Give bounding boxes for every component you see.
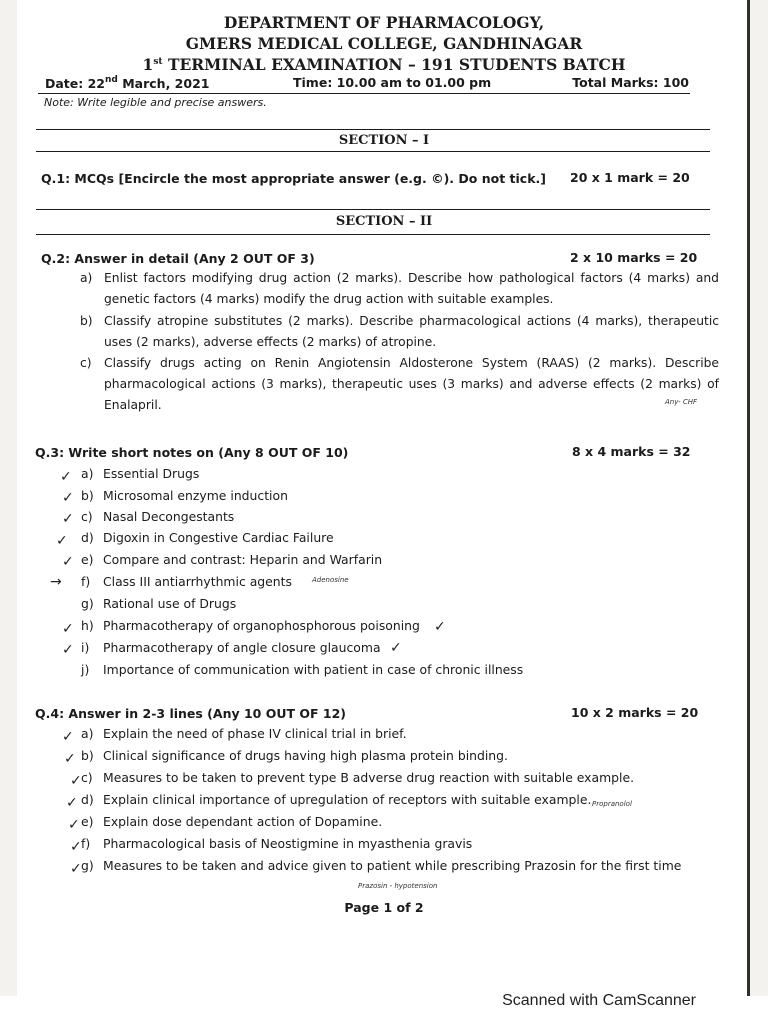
exam-time: Time: 10.00 am to 01.00 pm <box>293 75 492 90</box>
q3-item-label: a) <box>81 466 94 481</box>
section1-bottom-rule <box>36 151 710 152</box>
q1-heading: Q.1: MCQs [Encircle the most appropriate answer (e.g. ©). Do not tick.] <box>41 171 546 186</box>
q3-item-label: c) <box>81 509 93 524</box>
q2-item-text: Classify drugs acting on Renin Angiotensin Aldosterone System (RAAS) (2 marks). Describe pharmacological actions (3 marks), therapeutic uses (3 marks) and adverse effects (2 marks) of Enalapril. <box>104 356 719 412</box>
q3-item-text: Nasal Decongestants <box>103 509 235 524</box>
q4-item-label: a) <box>81 726 94 741</box>
exam-date-rest: March, 2021 <box>117 76 210 91</box>
q3-item-text: Essential Drugs <box>103 466 200 481</box>
q3-item-text: Compare and contrast: Heparin and Warfarin <box>103 552 383 567</box>
section2-bottom-rule <box>36 234 710 235</box>
q3-item-text: Class III antiarrhythmic agents <box>103 574 292 589</box>
q3-item <box>81 509 234 524</box>
checkmark-icon: ✓ <box>70 861 82 877</box>
arrow-right-icon: → <box>50 574 62 590</box>
checkmark-icon: ✓ <box>62 490 74 506</box>
checkmark-icon: ✓ <box>62 511 74 527</box>
section2-title: SECTION – II <box>335 214 433 229</box>
exam-meta-row <box>45 75 689 93</box>
q2-item <box>80 268 720 312</box>
q4-marks: 10 x 2 marks = 20 <box>571 705 699 720</box>
college-name: GMERS MEDICAL COLLEGE, GANDHINAGAR <box>185 34 583 53</box>
q4-item-label: d) <box>81 792 94 807</box>
q4-item <box>81 748 508 763</box>
q3-item-text: Importance of communication with patient in case of chronic illness <box>103 662 524 677</box>
q3-item-label: e) <box>81 552 94 567</box>
q3-heading: Q.3: Write short notes on (Any 8 OUT OF 10) <box>35 445 349 460</box>
q2-item-label: b) <box>80 314 93 328</box>
q3-marks: 8 x 4 marks = 32 <box>572 444 691 459</box>
q4-item-text: Pharmacological basis of Neostigmine in myasthenia gravis <box>103 836 473 851</box>
q4-item <box>81 792 591 807</box>
q1-marks: 20 x 1 mark = 20 <box>570 170 690 185</box>
checkmark-icon: ✓ <box>434 619 446 635</box>
q3-item-label: h) <box>81 618 94 633</box>
q3-item <box>81 552 382 567</box>
q4-item <box>81 770 634 785</box>
checkmark-icon: ✓ <box>62 554 74 570</box>
q4-item-label: e) <box>81 814 94 829</box>
total-marks: Total Marks: 100 <box>572 75 689 90</box>
q3-item <box>81 662 523 677</box>
checkmark-icon: ✓ <box>70 773 82 789</box>
section2-top-rule <box>36 209 710 210</box>
q3-item <box>81 488 288 503</box>
checkmark-icon: ✓ <box>56 533 68 549</box>
handwritten-note: Any- CHF <box>665 398 698 406</box>
section1-title: SECTION – I <box>338 133 430 148</box>
q2-marks: 2 x 10 marks = 20 <box>570 250 698 265</box>
department-title: DEPARTMENT OF PHARMACOLOGY, <box>223 13 545 32</box>
q4-item-text: Explain the need of phase IV clinical trial in brief. <box>103 726 407 741</box>
q4-heading: Q.4: Answer in 2-3 lines (Any 10 OUT OF 12) <box>35 706 346 721</box>
checkmark-icon: ✓ <box>390 640 402 656</box>
q2-item-label: c) <box>80 356 92 370</box>
header-rule <box>38 93 690 94</box>
checkmark-icon: ✓ <box>60 469 72 485</box>
exam-title <box>0 55 768 74</box>
checkmark-icon: ✓ <box>62 621 74 637</box>
q3-item-text: Pharmacotherapy of angle closure glaucoma <box>103 640 381 655</box>
section1-top-rule <box>36 129 710 130</box>
q2-item <box>80 353 720 419</box>
checkmark-icon: ✓ <box>64 751 76 767</box>
q2-item-text: Classify atropine substitutes (2 marks). Describe pharmacological actions (4 marks), therapeutic uses (2 marks), adverse effects (2 marks) of atropine. <box>104 314 719 349</box>
q3-item <box>81 530 334 545</box>
q2-item-label: a) <box>80 271 93 285</box>
checkmark-icon: ✓ <box>62 642 74 658</box>
checkmark-icon: ✓ <box>62 729 74 745</box>
checkmark-icon: ✓ <box>66 795 78 811</box>
q4-item <box>81 836 472 851</box>
q3-item-label: d) <box>81 530 94 545</box>
q4-item-label: c) <box>81 770 93 785</box>
q3-item-label: g) <box>81 596 94 611</box>
q4-item-text: Measures to be taken to prevent type B adverse drug reaction with suitable example. <box>103 770 635 785</box>
q3-item-text: Digoxin in Congestive Cardiac Failure <box>103 530 334 545</box>
q4-item <box>81 858 681 873</box>
q3-item-text: Pharmacotherapy of organophosphorous poisoning <box>103 618 420 633</box>
q4-item-label: f) <box>81 836 91 851</box>
q3-item-label: i) <box>81 640 90 655</box>
q2-item-text: Enlist factors modifying drug action (2 marks). Describe how pathological factors (4 marks) and genetic factors (4 marks) modify the drug action with suitable examples. <box>104 271 719 306</box>
q3-item-text: Microsomal enzyme induction <box>103 488 288 503</box>
q3-item-label: f) <box>81 574 91 589</box>
checkmark-icon: ✓ <box>70 839 82 855</box>
exam-date-prefix: Date: 22 <box>45 76 106 91</box>
q3-item <box>81 574 292 589</box>
handwritten-note: Propranolol <box>592 800 632 808</box>
page-number: Page 1 of 2 <box>344 900 424 915</box>
q3-item-text: Rational use of Drugs <box>103 596 237 611</box>
q2-item <box>80 311 720 355</box>
exam-title-suffix: st <box>153 57 163 67</box>
q4-item-text: Explain dose dependant action of Dopamine. <box>103 814 383 829</box>
exam-title-text: TERMINAL EXAMINATION – 191 STUDENTS BATCH <box>162 55 626 74</box>
q3-item <box>81 596 236 611</box>
q3-item-label: b) <box>81 488 94 503</box>
q3-item <box>81 640 381 655</box>
q4-item-text: Measures to be taken and advice given to patient while prescribing Prazosin for the first time <box>103 858 682 873</box>
q4-item-label: g) <box>81 858 94 873</box>
q4-item <box>81 726 407 741</box>
q2-heading: Q.2: Answer in detail (Any 2 OUT OF 3) <box>41 251 315 266</box>
q3-item <box>81 618 420 633</box>
handwritten-note: Adenosine <box>312 576 349 584</box>
exam-title-number: 1 <box>142 55 154 74</box>
checkmark-icon: ✓ <box>68 817 80 833</box>
q3-item <box>81 466 199 481</box>
q4-item-label: b) <box>81 748 94 763</box>
exam-date <box>45 75 209 91</box>
q4-item-text: Explain clinical importance of upregulation of receptors with suitable example. <box>103 792 592 807</box>
handwritten-note: Prazosin - hypotension <box>358 882 438 890</box>
exam-date-suffix: nd <box>105 75 118 85</box>
q4-item-text: Clinical significance of drugs having high plasma protein binding. <box>103 748 508 763</box>
instruction-note: Note: Write legible and precise answers. <box>44 96 267 109</box>
q4-item <box>81 814 382 829</box>
q3-item-label: j) <box>81 662 90 677</box>
scanner-watermark: Scanned with CamScanner <box>502 992 696 1009</box>
